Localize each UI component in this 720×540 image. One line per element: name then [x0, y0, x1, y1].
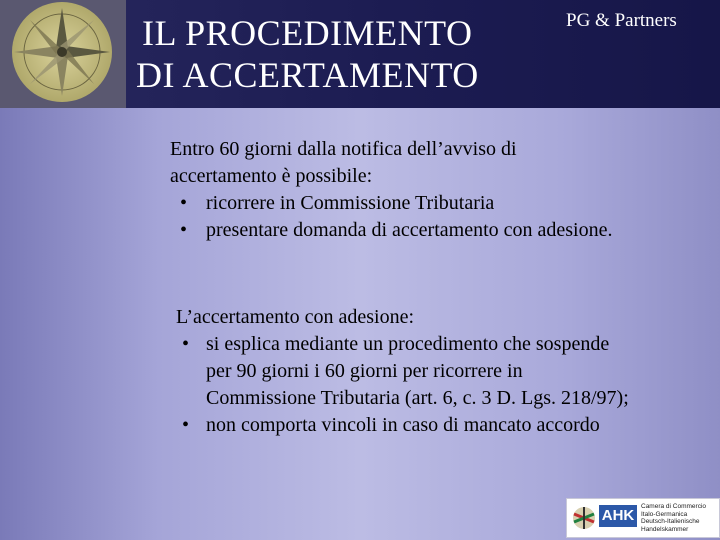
ahk-text-line: Italo-Germanica: [641, 510, 688, 518]
bullet-icon: •: [180, 192, 188, 214]
bullet-icon: •: [180, 219, 188, 241]
ahk-logo: [566, 498, 720, 538]
brand-name: PG & Partners: [566, 10, 677, 31]
compass-logo-icon: [0, 0, 126, 108]
list-item: [170, 217, 690, 244]
bullet-icon: •: [182, 414, 190, 436]
header-bar: [0, 0, 720, 108]
bullet-icon: •: [182, 333, 190, 355]
list-item: [176, 412, 716, 439]
title-line-2: DI ACCERTAMENTO: [136, 55, 479, 95]
ahk-text-line: Handelskammer: [641, 525, 689, 533]
ahk-text-line: Deutsch-Italienische: [641, 518, 700, 525]
list-item-text: presentare domanda di accertamento con adesione.: [206, 219, 613, 241]
section-intro: L’accertamento con adesione:: [176, 306, 415, 328]
list-item-text-line: Commissione Tributaria (art. 6, c. 3 D. Lgs. 218/97);: [206, 387, 629, 409]
title-line-1: IL PROCEDIMENTO: [142, 13, 473, 53]
list-item: [170, 190, 690, 217]
ahk-label: AHK: [599, 505, 637, 527]
ahk-text: [641, 503, 717, 533]
page-title: [136, 12, 546, 96]
list-item: [176, 331, 716, 412]
section-adesione: [176, 304, 716, 439]
options-list: [170, 190, 690, 244]
globe-icon: [571, 505, 597, 531]
list-item-text-line: si esplica mediante un procedimento che sospende: [206, 333, 610, 355]
intro-line-1: Entro 60 giorni dalla notifica dell’avviso di: [170, 138, 517, 160]
adesione-list: [176, 331, 716, 439]
list-item-text: ricorrere in Commissione Tributaria: [206, 192, 495, 214]
section-ricorso-options: [170, 136, 690, 244]
list-item-text: non comporta vincoli in caso di mancato accordo: [206, 414, 600, 436]
list-item-text-line: per 90 giorni i 60 giorni per ricorrere in: [206, 360, 523, 382]
intro-line-2: accertamento è possibile:: [170, 165, 373, 187]
ahk-text-line: Camera di Commercio: [641, 503, 707, 510]
